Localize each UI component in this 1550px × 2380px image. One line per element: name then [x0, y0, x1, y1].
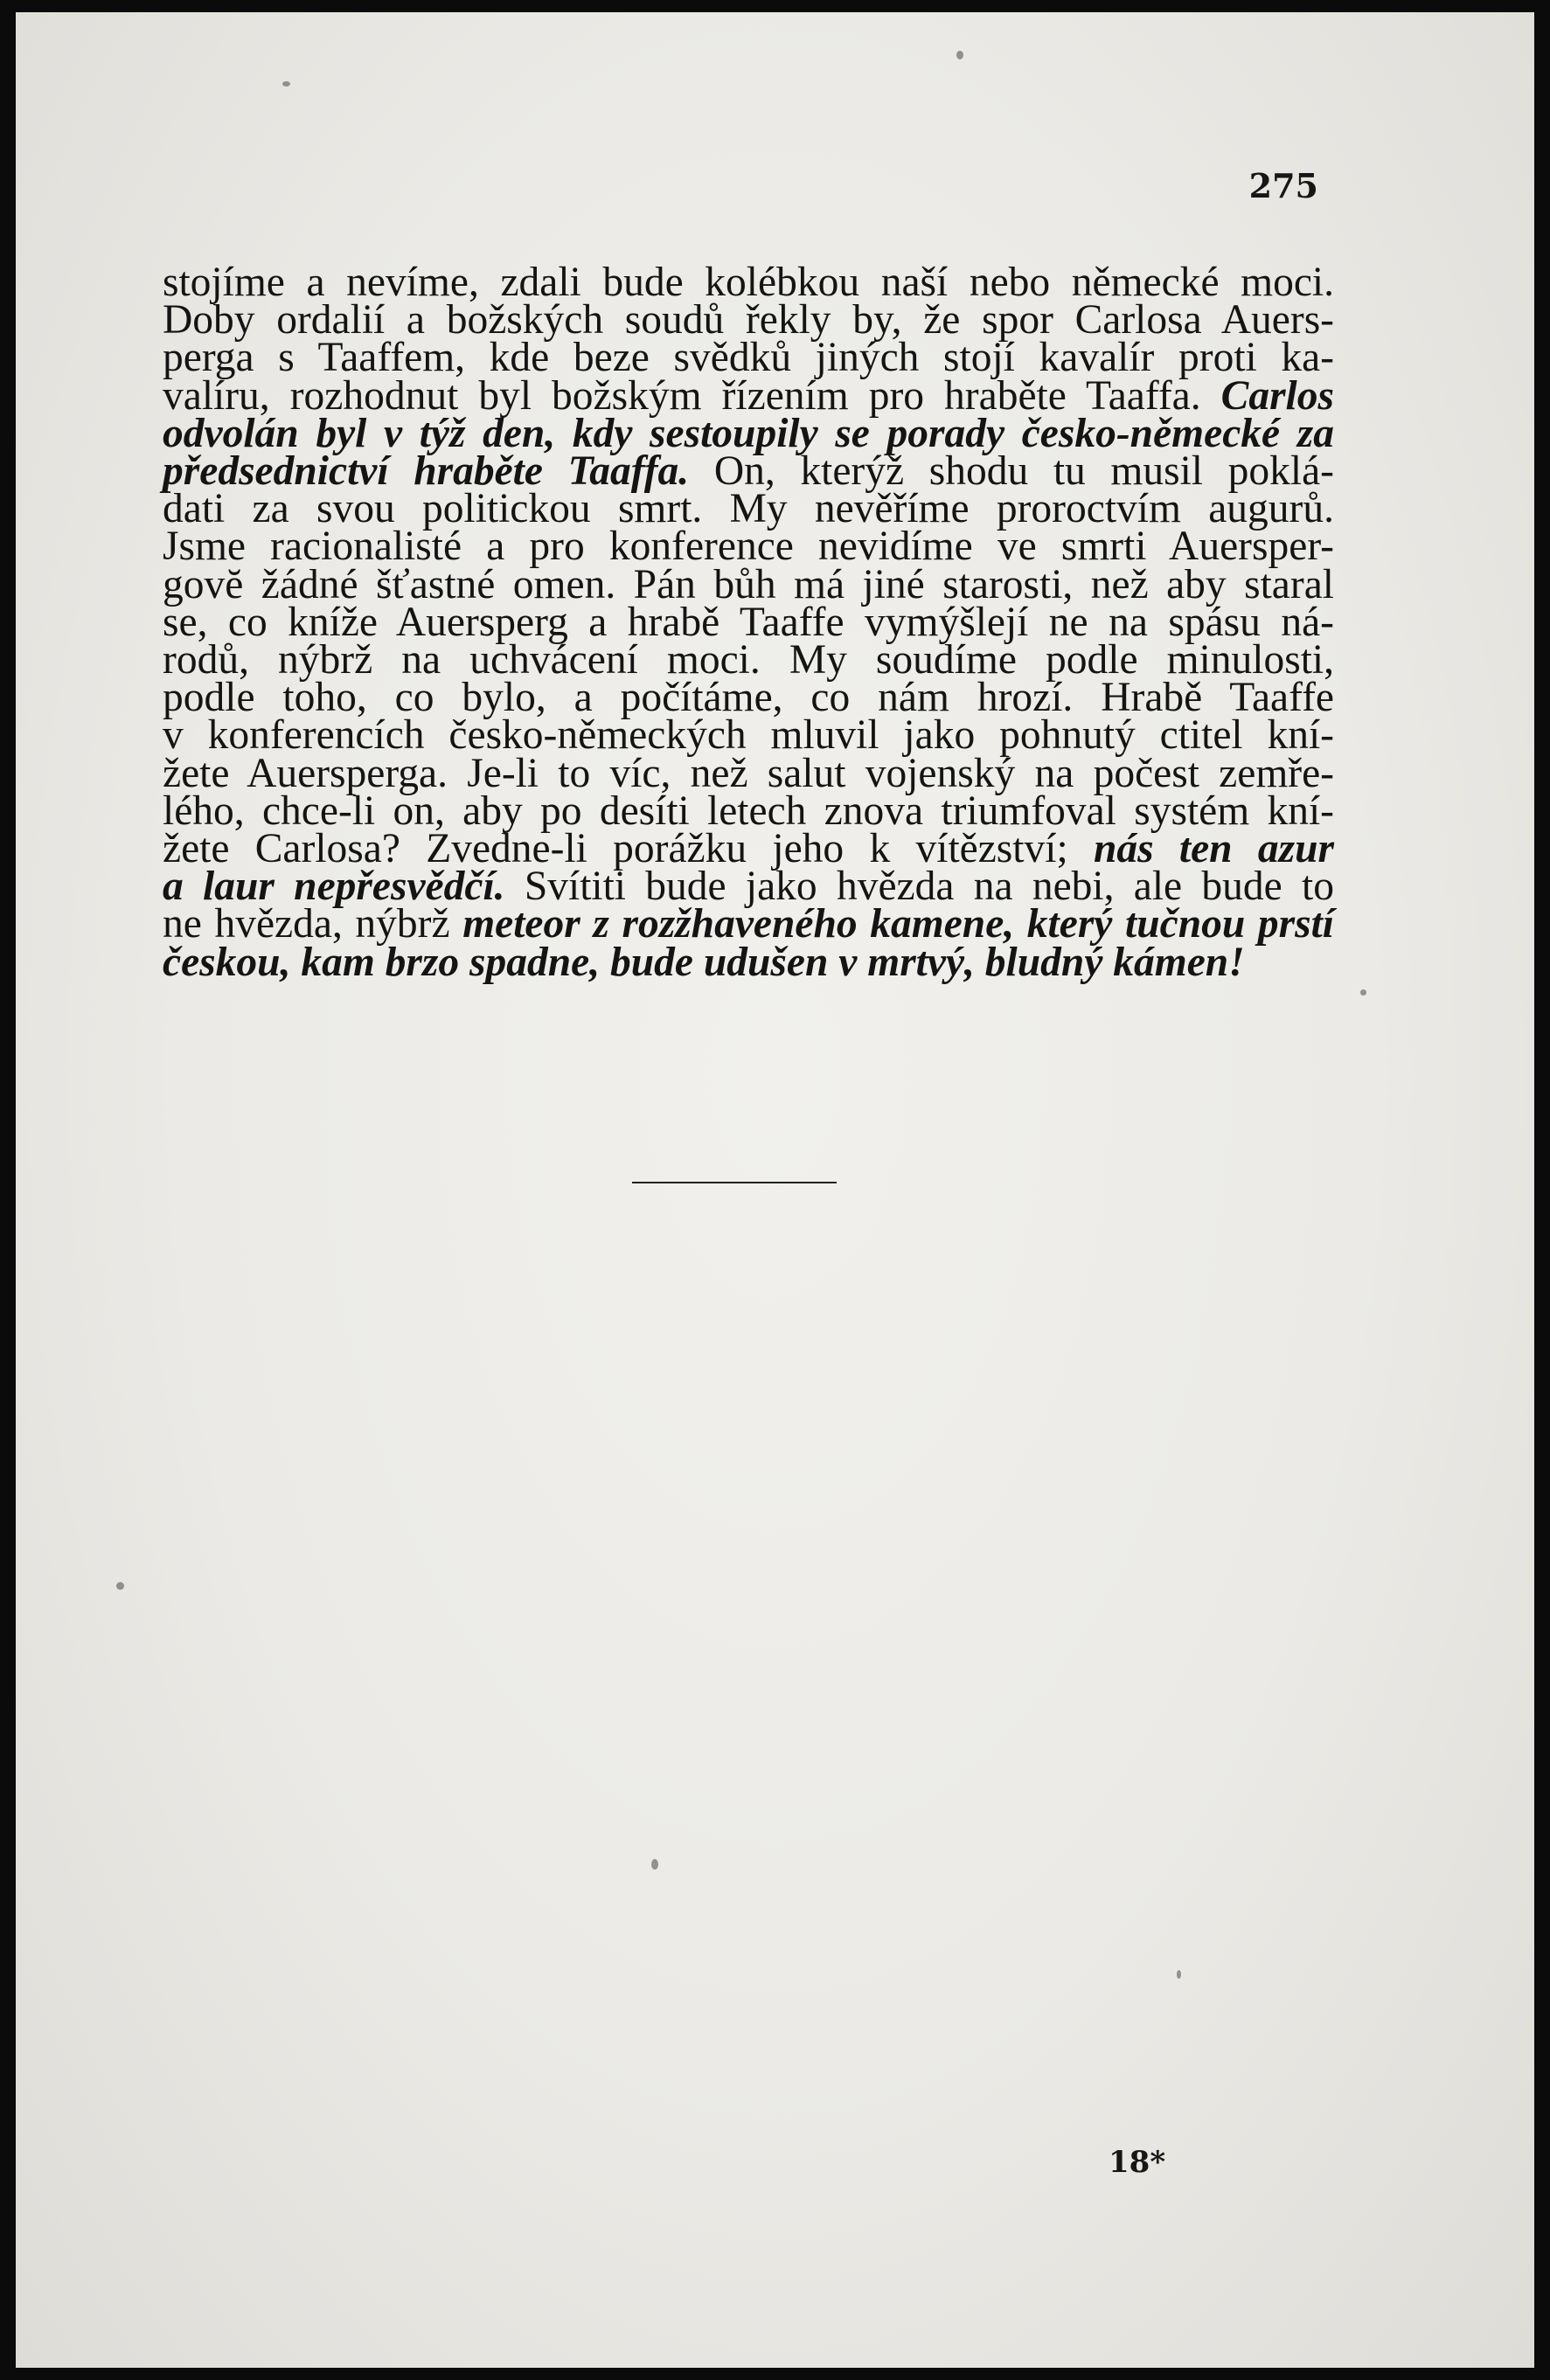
paper-speck: [651, 1859, 658, 1870]
text-line: ne hvězda, nýbrž meteor z rozžhaveného kamene, který tučnou prstí: [163, 901, 1335, 947]
text-line: [163, 939, 1334, 985]
page-number: 275: [1248, 166, 1318, 205]
paper-speck: [116, 1582, 124, 1590]
text-line: dati za svou politickou smrt. My nevěříme proroctvím augurů.: [163, 486, 1334, 532]
text-line: valíru, rozhodnut byl božským řízením pro hraběte Taaffa. Carlos: [163, 372, 1334, 419]
text-line: lého, chce-li on, aby po desíti letech znova triumfoval systém kní-: [163, 788, 1334, 834]
text-line: v konferencích česko-německých mluvil jako pohnutý ctitel kní-: [163, 712, 1334, 759]
text-line: Jsme racionalisté a pro konference nevidíme ve smrti Auersper-: [163, 524, 1334, 570]
text-line: perga s Taaffem, kde beze svědků jiných stojí kavalír proti ka-: [163, 335, 1334, 381]
text-line: govĕ žádné šťastné omen. Pán bůh má jiné starosti, než aby staral: [163, 561, 1334, 607]
paper-speck: [1360, 989, 1366, 996]
italic-emphasis: a laur nepřesvědčí.: [163, 864, 505, 910]
text-line: a laur nepřesvědčí. Svítiti bude jako hvězda na nebi, ale bude to: [163, 864, 1334, 910]
signature-mark: 18*: [1109, 2145, 1166, 2180]
text-line: podle toho, co bylo, a počítáme, co nám hrozí. Hrabě Taaffe: [163, 675, 1334, 721]
italic-emphasis: českou, kam brzo spadne, bude udušen v mrtvý, bludný kámen!: [163, 939, 1245, 985]
paper-speck: [282, 81, 290, 87]
text-line: žete Carlosa? Zvedne-li porážku jeho k vítězství; nás ten azur: [163, 826, 1334, 872]
text-line: stojíme a nevíme, zdali bude kolébkou naší nebo německé moci.: [163, 260, 1334, 305]
text-line: Doby ordalií a božských soudů řekly by, že spor Carlosa Auers-: [163, 297, 1334, 343]
italic-emphasis: meteor z rozžhaveného kamene, který tučnou prstí: [462, 901, 1335, 947]
text-line: předsednictví hraběte Taaffa. On, kterýž shodu tu musil poklá-: [163, 448, 1334, 495]
paper-speck: [1177, 1970, 1181, 1979]
italic-emphasis: předsednictví hraběte Taaffa.: [163, 448, 690, 495]
italic-emphasis: odvolán byl v týž den, kdy sestoupily se porady česko-německé za: [163, 410, 1334, 456]
italic-emphasis: nás ten azur: [1093, 826, 1334, 872]
text-line: rodů, nýbrž na uchvácení moci. My soudíme podle minulosti,: [163, 637, 1334, 683]
text-line: [163, 410, 1334, 456]
section-divider: [632, 1182, 837, 1183]
book-page: [16, 12, 1534, 2368]
text-line: žete Auersperga. Je-li to víc, než salut vojenský na počest zemře-: [163, 750, 1334, 796]
paper-speck: [956, 51, 963, 59]
text-line: se, co kníže Auersperg a hrabě Taaffe vymýšlejí ne na spásu ná-: [163, 599, 1334, 645]
italic-emphasis: Carlos: [1220, 372, 1334, 419]
body-text: [163, 260, 1335, 985]
